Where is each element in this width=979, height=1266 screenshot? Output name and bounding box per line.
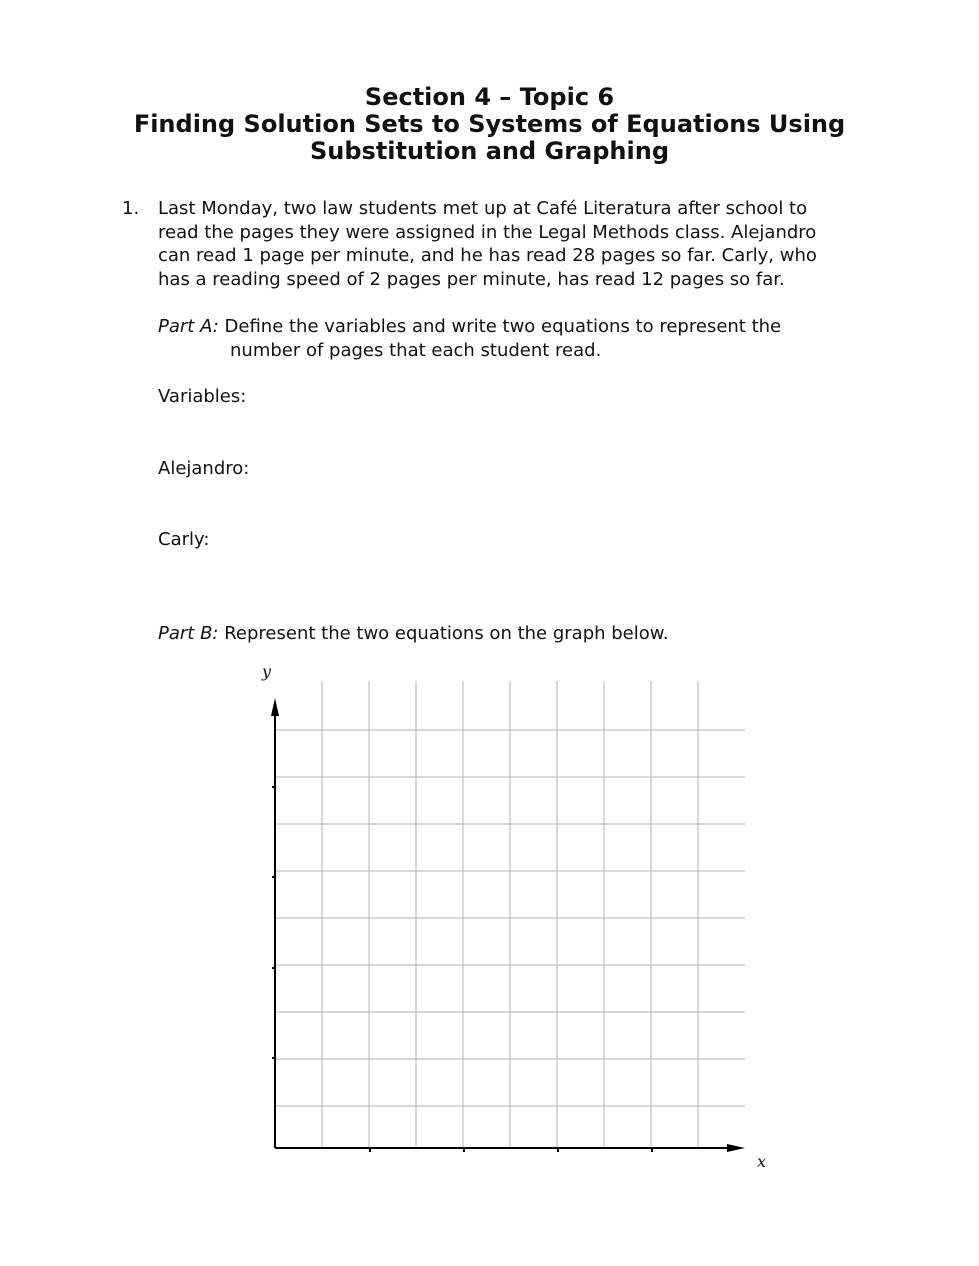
alejandro-label: Alejandro: (158, 458, 250, 479)
title-line-3: Substitution and Graphing (309, 137, 670, 165)
part-b-text: Represent the two equations on the graph below. (224, 623, 669, 644)
y-axis-label: y (262, 662, 272, 681)
carly-label: Carly: (158, 529, 210, 550)
part-a-text-1: Define the variables and write two equations to represent the (224, 316, 782, 337)
y-axis-arrowhead (271, 698, 279, 716)
x-axis-arrowhead (727, 1144, 745, 1152)
title-line-1: Section 4 – Topic 6 (364, 83, 615, 111)
variables-label: Variables: (158, 386, 247, 407)
part-b-label: Part B: (158, 623, 219, 644)
part-a-label: Part A: (158, 316, 219, 337)
question-number: 1. (122, 198, 140, 219)
question-line: read the pages they were assigned in the Legal Methods class. Alejandro (158, 221, 817, 243)
question-line: can read 1 page per minute, and he has read 28 pages so far. Carly, who (158, 245, 817, 266)
part-a-text-2: number of pages that each student read. (230, 339, 602, 361)
title-line-2: Finding Solution Sets to Systems of Equations Using (133, 110, 846, 138)
x-axis-label: x (757, 1152, 767, 1171)
question-line: Last Monday, two law students met up at Café Literatura after school to (158, 198, 808, 219)
question-line: has a reading speed of 2 pages per minute, has read 12 pages so far. (158, 268, 785, 290)
